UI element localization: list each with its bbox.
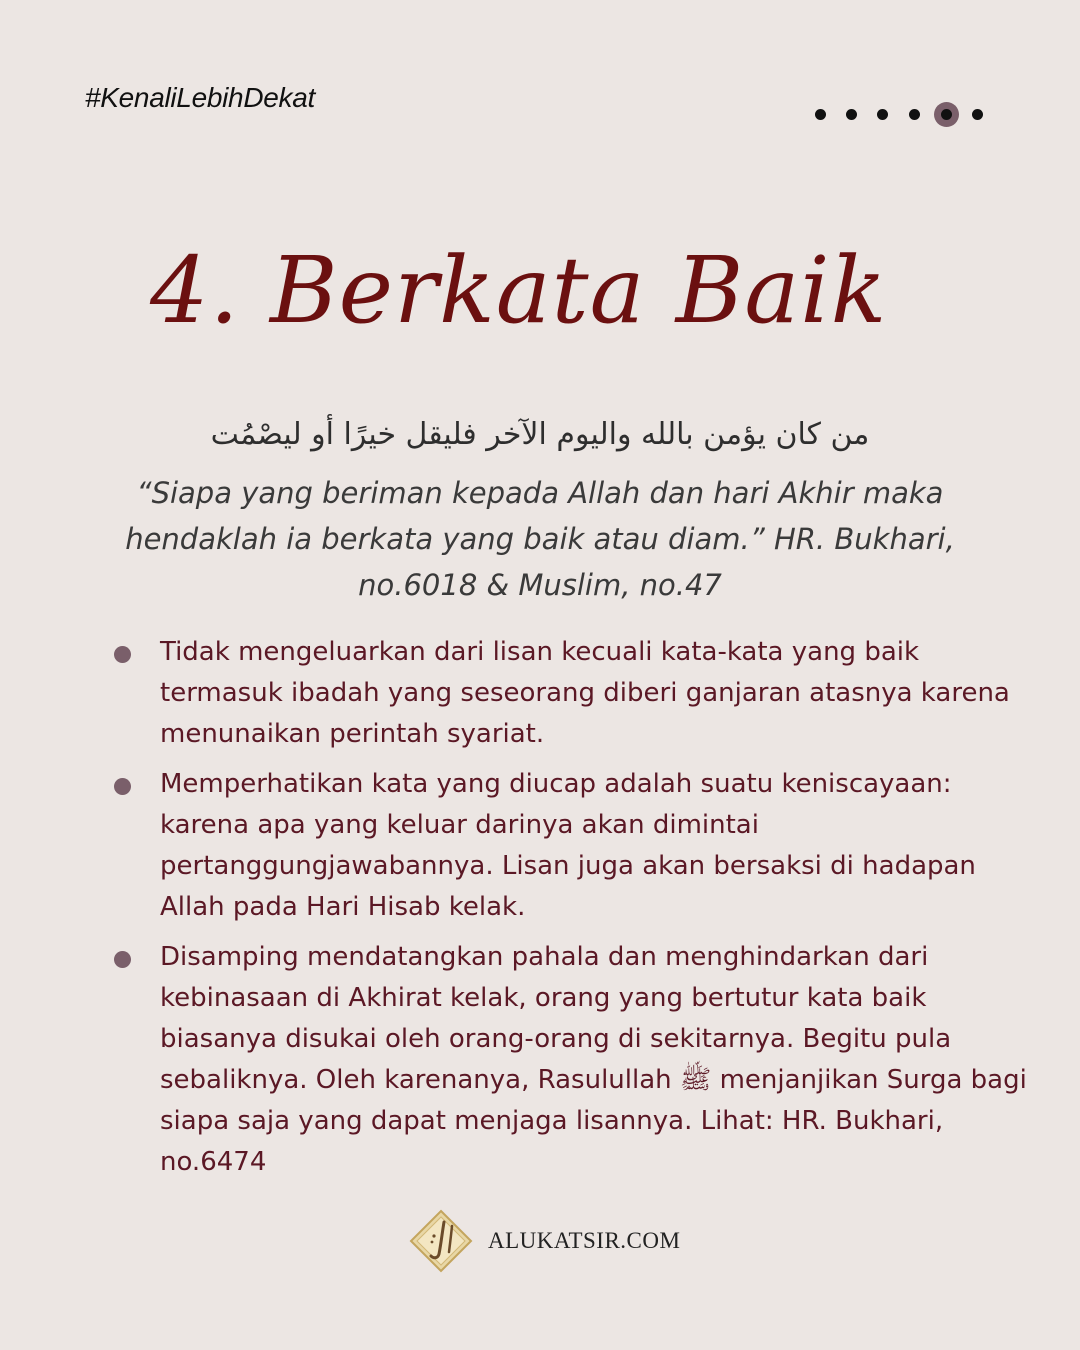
pagination-dot (815, 109, 826, 120)
bullet-text: Disamping mendatangkan pahala dan menghindarkan dari kebinasaan di Akhirat kelak, orang yang bertutur kata baik biasanya disukai oleh orang-orang di sekitarnya. Begitu pula sebaliknya. Oleh karenanya, Rasulullah ﷺ menjanjikan Surga bagi siapa saja yang dapat menjaga lisannya. Lihat: HR. Bukhari, no.6474 (160, 942, 1027, 1177)
hadith-translation: “Siapa yang beriman kepada Allah dan hari Akhir maka hendaklah ia berkata yang baik atau diam.” HR. Bukhari, no.6018 & Muslim, no.47 (125, 476, 955, 602)
pagination-dot (972, 109, 983, 120)
bullet-icon (114, 778, 131, 795)
page-title: 4. Berkata Baik (150, 237, 888, 344)
bullet-text: Tidak mengeluarkan dari lisan kecuali kata-kata yang baik termasuk ibadah yang seseorang diberi ganjaran atasnya karena menunaikan perintah syariat. (160, 637, 1010, 749)
bullet-item (110, 632, 1030, 755)
hashtag: #KenaliLebihDekat (85, 82, 315, 113)
pagination-dot (909, 109, 920, 120)
pagination-dot (846, 109, 857, 120)
bullet-list (110, 632, 1030, 1192)
arabic-hadith: من كان يؤمن بالله واليوم الآخر فليقل خيرًا أو ليصْمُت (210, 417, 870, 452)
site-url: ALUKATSIR.COM (488, 1228, 681, 1253)
footer (408, 1208, 680, 1274)
bullet-icon (114, 951, 131, 968)
bullet-icon (114, 646, 131, 663)
bullet-item (110, 764, 1030, 928)
pagination-dot-active (934, 102, 959, 127)
pagination-dots (806, 101, 996, 127)
pagination-dot (877, 109, 888, 120)
bullet-text: Memperhatikan kata yang diucap adalah suatu keniscayaan: karena apa yang keluar darinya akan dimintai pertanggungjawabannya. Lisan juga akan bersaksi di hadapan Allah pada Hari Hisab kelak. (160, 769, 976, 922)
alukatsir-logo-icon (408, 1208, 474, 1274)
bullet-item (110, 937, 1030, 1183)
